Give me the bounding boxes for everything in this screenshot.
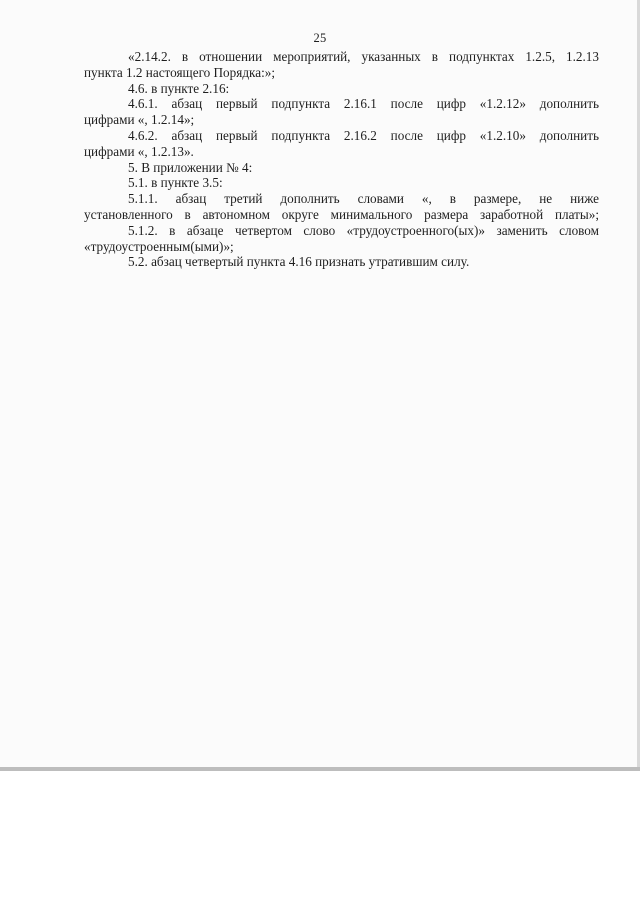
text-line: 4.6.2. абзац первый подпункта 2.16.2 после цифр «1.2.10» дополнить	[128, 127, 599, 143]
text-line: пункта 1.2 настоящего Порядка:»;	[84, 64, 276, 80]
text-line: 5.2. абзац четвертый пункта 4.16 признать утратившим силу.	[128, 254, 470, 270]
text-line: 4.6.1. абзац первый подпункта 2.16.1 после цифр «1.2.12» дополнить	[128, 96, 599, 112]
text-line: цифрами «, 1.2.13».	[84, 143, 194, 159]
text-line: 5.1.2. в абзаце четвертом слово «трудоустроенного(ых)» заменить словом	[128, 222, 599, 238]
paragraph-5-2	[84, 254, 599, 270]
text-line: 5.1.1. абзац третий дополнить словами «, в размере, не ниже	[128, 191, 599, 207]
paragraph-4-6-1	[84, 96, 599, 128]
document-body	[84, 49, 599, 270]
paragraph-4-6-2	[84, 128, 599, 160]
paragraph-4-6	[84, 81, 599, 97]
paragraph-5-1-1	[84, 191, 599, 223]
text-line: «трудоустроенным(ыми)»;	[84, 238, 234, 254]
text-line: «2.14.2. в отношении мероприятий, указанных в подпунктах 1.2.5, 1.2.13	[128, 49, 599, 64]
page-number: 25	[313, 31, 327, 45]
paragraph-5-1	[84, 175, 599, 191]
text-line: установленного в автономном округе минимального размера заработной платы»;	[84, 206, 599, 222]
text-line: 5.1. в пункте 3.5:	[128, 175, 223, 191]
paragraph-2-14-2	[84, 49, 599, 81]
text-line: 5. В приложении № 4:	[128, 159, 253, 175]
paragraph-5-1-2	[84, 223, 599, 255]
paragraph-5	[84, 160, 599, 176]
text-line: цифрами «, 1.2.14»;	[84, 112, 195, 128]
text-line: 4.6. в пункте 2.16:	[128, 80, 230, 96]
